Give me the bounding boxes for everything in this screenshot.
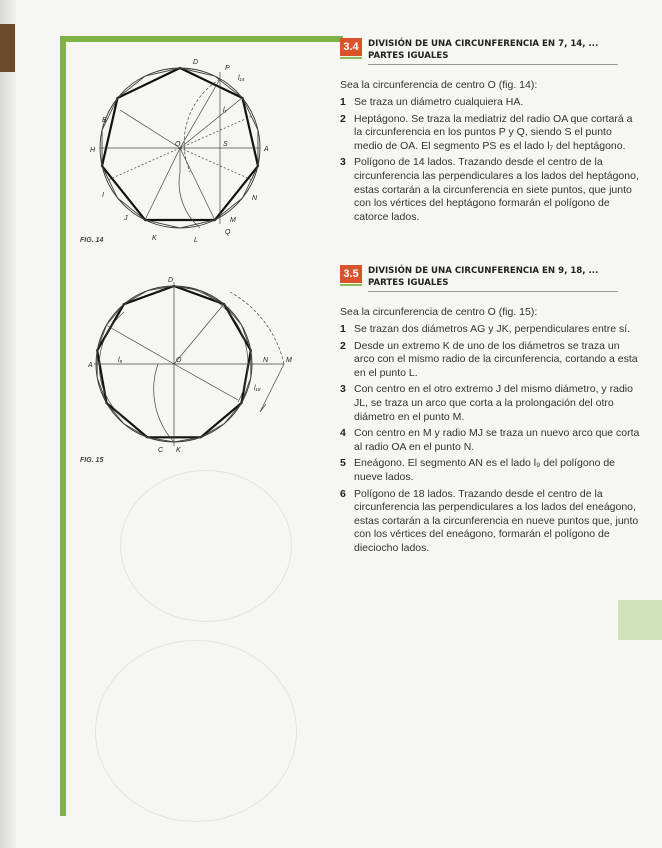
step-number: 3 (340, 156, 346, 169)
step-number: 1 (340, 96, 346, 108)
fig14-point-B: B (102, 117, 107, 124)
fig14-point-I: I (102, 192, 104, 199)
step-number: 5 (340, 457, 346, 470)
page-tab-marker (0, 24, 15, 72)
step-item (340, 457, 640, 484)
margin-color-strip (618, 600, 662, 640)
fig14-point-A: A (264, 146, 269, 153)
fig14-point-L: L (194, 237, 198, 244)
fig14-point-N: N (252, 195, 258, 202)
step-number: 2 (340, 112, 346, 125)
step-item (340, 323, 640, 337)
page-gutter (0, 0, 16, 848)
step-item (340, 427, 640, 454)
step-number: 2 (340, 339, 346, 352)
step-text: Polígono de 14 lados. Trazando desde el centro de la circunferencia las perpendiculares a los lados del heptágono, estas cortarán a la circunferencia en siete puntos, que junto con los vértices del heptágono formarán el polígono de catorce lados. (354, 156, 639, 223)
fig14-point-M: M (230, 217, 236, 224)
section-badge-underline (340, 57, 362, 59)
section-intro: Sea la circunferencia de centro O (fig. 14): (340, 79, 538, 91)
step-list (340, 96, 640, 224)
section-number-badge: 3.5 (340, 265, 362, 283)
step-text: Polígono de 18 lados. Trazando desde el centro de la circunferencia las perpendiculares a los lados del eneágono, estas cortarán a la circunferencia en nueve puntos que, junto con los vértices del eneágono, formarán el polígono de dieciocho lados. (354, 487, 639, 554)
step-number: 3 (340, 383, 346, 396)
fig14-label-l14: l₁₄ (238, 75, 245, 82)
step-list (340, 323, 640, 556)
fig15-point-C: C (158, 447, 164, 454)
fig14-point-H: H (90, 147, 96, 154)
section-title: DIVISIÓN DE UNA CIRCUNFERENCIA EN 7, 14, ... PARTES IGUALES (368, 39, 599, 61)
fig14-point-O: O (175, 141, 181, 148)
fig14-point-D: D (193, 59, 199, 66)
step-text: Con centro en el otro extremo J del mismo diámetro, y radio JL, se traza un arco que corta a la prolongación del otro diámetro en el punto M. (354, 383, 633, 423)
figure-14-heptagon (80, 52, 320, 252)
step-item (340, 340, 640, 381)
section-3-4 (340, 36, 640, 227)
step-text: Con centro en M y radio MJ se traza un nuevo arco que corta al radio OA en el punto N. (354, 427, 640, 453)
fig15-point-D: D (168, 277, 174, 284)
step-item (340, 113, 640, 154)
figure-15-enneagon (88, 272, 308, 462)
step-item (340, 383, 640, 424)
section-number-badge: 3.4 (340, 38, 362, 56)
fig15-point-A: A (88, 362, 93, 369)
fig14-label-l7: l₇ (223, 107, 228, 114)
fig15-label-l9: l₉ (118, 357, 123, 364)
section-title: DIVISIÓN DE UNA CIRCUNFERENCIA EN 9, 18, ... PARTES IGUALES (368, 266, 599, 288)
show-through-circle (120, 470, 292, 622)
fig15-point-O: O (176, 357, 182, 364)
section-rule (368, 291, 618, 292)
fig15-point-M: M (286, 357, 292, 364)
show-through-circle (95, 640, 297, 822)
step-text: Se traza un diámetro cualquiera HA. (354, 96, 524, 108)
section-rule (368, 64, 618, 65)
section-intro: Sea la circunferencia de centro O (fig. 15): (340, 306, 538, 318)
step-text: Desde un extremo K de uno de los diámetros se traza un arco con el mismo radio de la circunferencia, cortando a esta en el punto L. (354, 339, 638, 379)
step-item (340, 156, 640, 224)
step-item (340, 488, 640, 556)
figure-15-caption: FIG. 15 (80, 457, 104, 464)
section-badge-underline (340, 284, 362, 286)
fig14-point-J: J (124, 215, 128, 222)
figure-14-caption: FIG. 14 (80, 237, 104, 244)
step-text: Se trazan dos diámetros AG y JK, perpendiculares entre sí. (354, 323, 631, 335)
section-3-5 (340, 263, 640, 559)
fig15-point-K: K (176, 447, 181, 454)
step-item (340, 96, 640, 110)
fig14-point-P: P (225, 65, 230, 72)
fig15-label-l18: l₁₈ (254, 385, 261, 392)
step-text: Eneágono. El segmento AN es el lado l₉ del polígono de nueve lados. (354, 457, 616, 483)
fig14-point-Q: Q (225, 229, 231, 236)
step-text: Heptágono. Se traza la mediatriz del radio OA que cortará a la circunferencia en los puntos P y Q, siendo S el punto medio de OA. El segmento PS es el lado l₇ del heptágono. (354, 112, 633, 152)
step-number: 1 (340, 323, 346, 335)
section-heading (340, 36, 640, 62)
step-number: 4 (340, 427, 346, 440)
fig15-point-N: N (263, 357, 269, 364)
fig14-point-S: S (223, 141, 228, 148)
fig14-point-K: K (152, 235, 157, 242)
section-heading (340, 263, 640, 289)
step-number: 6 (340, 487, 346, 500)
